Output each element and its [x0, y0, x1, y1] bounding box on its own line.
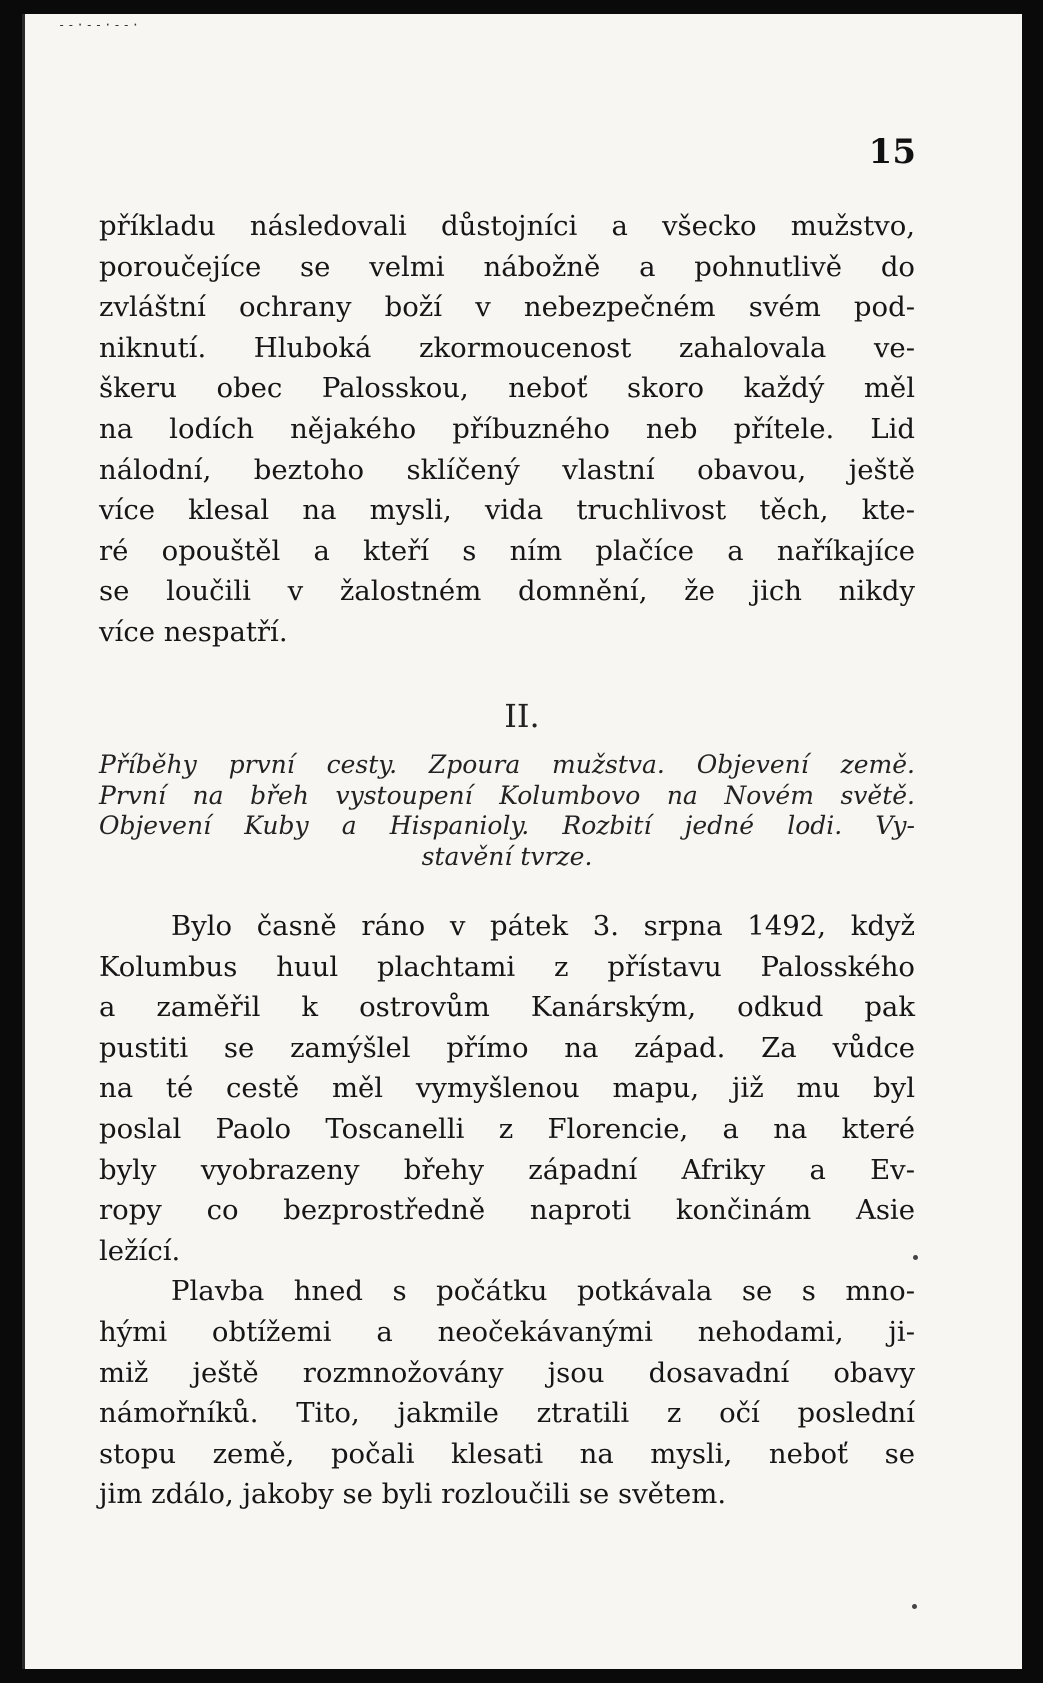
text-line: námořníků. Tito, jakmile ztratili z očí poslední — [99, 1397, 915, 1430]
text-line: jim zdálo, jakoby se byli rozloučili se světem. — [99, 1478, 727, 1511]
summary-line: stavění tvrze. — [421, 841, 593, 871]
text-line: škeru obec Palosskou, neboť skoro každý měl — [99, 372, 915, 405]
text-line: zvláštní ochrany boží v nebezpečném svém pod- — [99, 291, 915, 324]
text-line: více nespatří. — [99, 615, 288, 648]
summary-line: Objevení Kuby a Hispanioly. Rozbití jedné lodi. Vy- — [99, 811, 915, 840]
page-number: 15 — [868, 132, 916, 172]
text-line: se loučili v žalostném domnění, že jich nikdy — [99, 575, 915, 608]
text-line: hými obtížemi a neočekávanými nehodami, ji- — [99, 1315, 915, 1348]
text-line: stopu země, počali klesati na mysli, neboť se — [99, 1437, 915, 1470]
text-line: příkladu následovali důstojníci a všecko mužstvo, — [99, 210, 915, 242]
text-line: pustiti se zamýšlel přímo na západ. Za vůdce — [99, 1031, 915, 1064]
text-line: na té cestě měl vymyšlenou mapu, již mu byl — [99, 1072, 915, 1105]
text-line: niknutí. Hluboká zkormoucenost zahalovala ve- — [99, 331, 915, 364]
text-line: Bylo časně ráno v pátek 3. srpna 1492, když — [171, 910, 915, 942]
text-line: miž ještě rozmnožovány jsou dosavadní obavy — [99, 1356, 915, 1389]
book-page — [22, 14, 1022, 1669]
text-line: a zaměřil k ostrovům Kanárským, odkud pak — [99, 991, 915, 1024]
summary-line: Příběhy první cesty. Zpoura mužstva. Objevení země. — [99, 750, 915, 779]
text-line: nálodní, beztoho sklíčený vlastní obavou, ještě — [99, 453, 915, 486]
print-speck — [912, 1604, 917, 1609]
text-line: ré opouštěl a kteří s ním plačíce a naříkajíce — [99, 534, 915, 567]
paragraph-1 — [99, 206, 915, 653]
chapter-summary — [99, 750, 915, 872]
chapter-numeral: II. — [504, 697, 540, 735]
text-line: poroučejíce se velmi nábožně a pohnutlivě do — [99, 250, 915, 283]
text-line: více klesal na mysli, vida truchlivost těch, kte- — [99, 494, 915, 527]
text-line: byly vyobrazeny břehy západní Afriky a Ev- — [99, 1153, 915, 1186]
page-edge-rule — [22, 14, 25, 1669]
text-line: na lodích nějakého příbuzného neb přítele. Lid — [99, 412, 915, 445]
print-speck — [913, 1255, 918, 1260]
paragraphs-2-3 — [99, 906, 915, 1515]
summary-line: První na břeh vystoupení Kolumbovo na Novém světě. — [99, 780, 915, 810]
header-specks: --·--·--· — [58, 18, 142, 32]
text-line: poslal Paolo Toscanelli z Florencie, a na které — [99, 1112, 915, 1145]
text-line: Plavba hned s počátku potkávala se s mno- — [171, 1275, 915, 1308]
text-line: ropy co bezprostředně naproti končinám Asie — [99, 1194, 915, 1227]
text-line: ležící. — [99, 1234, 181, 1267]
text-line: Kolumbus huul plachtami z přístavu Palosského — [99, 950, 915, 983]
